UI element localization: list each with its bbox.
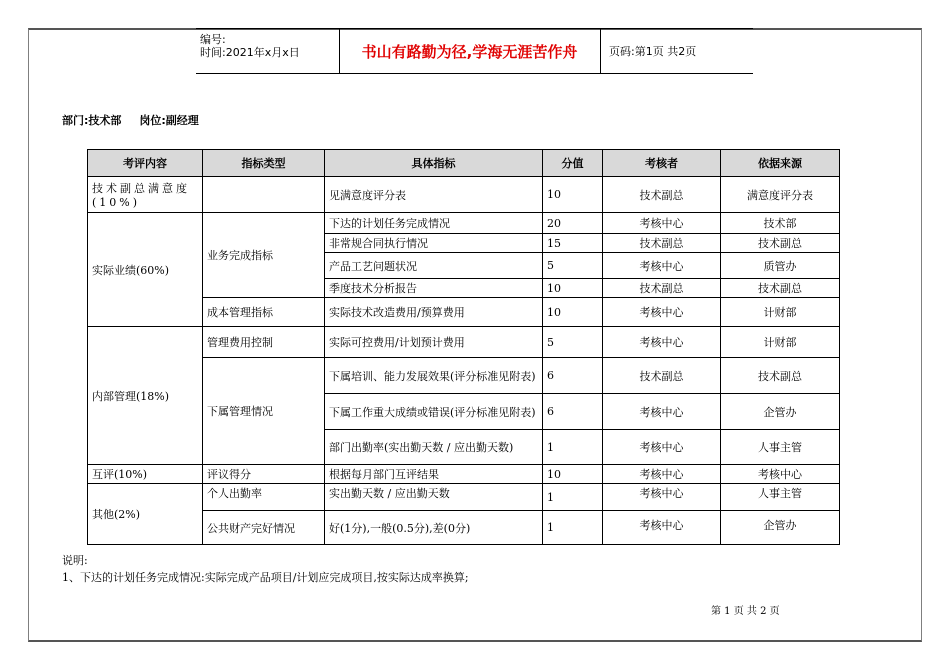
- cell-assessor: 考核中心: [603, 394, 721, 430]
- cell-type: 成本管理指标: [203, 298, 325, 327]
- cell-indicator: 季度技术分析报告: [325, 279, 543, 298]
- cell-category: 内部管理(18%): [88, 327, 203, 465]
- assessment-table: [87, 149, 840, 545]
- header-meta: [196, 29, 340, 73]
- cell-source: 满意度评分表: [721, 177, 840, 213]
- table-row: [88, 465, 840, 484]
- cell-assessor: 考核中心: [603, 327, 721, 358]
- cell-indicator: 下属工作重大成绩或错误(评分标准见附表): [325, 394, 543, 430]
- cell-score: 1: [543, 430, 603, 465]
- cell-assessor: 技术副总: [603, 279, 721, 298]
- cell-indicator: 实际可控费用/计划预计费用: [325, 327, 543, 358]
- cell-source: 技术部: [721, 213, 840, 234]
- cell-indicator: 实际技术改造费用/预算费用: [325, 298, 543, 327]
- cell-indicator: 下达的计划任务完成情况: [325, 213, 543, 234]
- cell-score: 1: [543, 484, 603, 511]
- document-time-label: 时间:2021年x月x日: [200, 46, 300, 59]
- cell-score: 10: [543, 177, 603, 213]
- cell-type: 评议得分: [203, 465, 325, 484]
- cell-assessor: 考核中心: [603, 298, 721, 327]
- cell-score: 5: [543, 253, 603, 279]
- cell-source: 人事主管: [721, 484, 840, 511]
- cell-score: 6: [543, 358, 603, 394]
- cell-source: 技术副总: [721, 279, 840, 298]
- cell-source: 计财部: [721, 327, 840, 358]
- cell-source: 企管办: [721, 394, 840, 430]
- cell-type: 下属管理情况: [203, 358, 325, 465]
- cell-category: 实际业绩(60%): [88, 213, 203, 327]
- cell-category: 技术副总满意度(10%): [88, 177, 203, 213]
- cell-type: 业务完成指标: [203, 213, 325, 298]
- cell-category: 互评(10%): [88, 465, 203, 484]
- header-assessment-content: 考评内容: [88, 150, 203, 177]
- cell-indicator: 根据每月部门互评结果: [325, 465, 543, 484]
- cell-source: 计财部: [721, 298, 840, 327]
- header-assessor: 考核者: [603, 150, 721, 177]
- cell-type: [203, 177, 325, 213]
- cell-score: 5: [543, 327, 603, 358]
- cell-indicator: 见满意度评分表: [325, 177, 543, 213]
- cell-source: 考核中心: [721, 465, 840, 484]
- cell-score: 1: [543, 511, 603, 545]
- cell-score: 20: [543, 213, 603, 234]
- cell-indicator: 好(1分),一般(0.5分),差(0分): [325, 511, 543, 545]
- cell-indicator: 部门出勤率(实出勤天数 / 应出勤天数): [325, 430, 543, 465]
- cell-score: 15: [543, 234, 603, 253]
- department-label: 部门:技术部: [62, 114, 122, 127]
- table-header-row: [88, 150, 840, 177]
- cell-source: 质管办: [721, 253, 840, 279]
- page-header: [196, 28, 753, 74]
- department-position-line: [62, 112, 217, 128]
- cell-indicator: 产品工艺问题状况: [325, 253, 543, 279]
- table-row: [88, 484, 840, 511]
- cell-score: 10: [543, 279, 603, 298]
- notes-line: 1、下达的计划任务完成情况:实际完成产品项目/计划应完成项目,按实际达成率换算;: [62, 571, 469, 584]
- document-number-label: 编号:: [200, 33, 226, 46]
- cell-indicator: 下属培训、能力发展效果(评分标准见附表): [325, 358, 543, 394]
- page-footer: 第 1 页 共 2 页: [711, 606, 780, 617]
- header-source: 依据来源: [721, 150, 840, 177]
- header-specific-indicator: 具体指标: [325, 150, 543, 177]
- header-indicator-type: 指标类型: [203, 150, 325, 177]
- header-slogan: 书山有路勤为径,学海无涯苦作舟: [339, 29, 601, 73]
- cell-source: 人事主管: [721, 430, 840, 465]
- cell-score: 10: [543, 465, 603, 484]
- table-row: [88, 177, 840, 213]
- cell-assessor: 考核中心: [603, 484, 721, 511]
- cell-assessor: 技术副总: [603, 358, 721, 394]
- header-page-code: 页码:第1页 共2页: [609, 45, 697, 58]
- header-score: 分值: [543, 150, 603, 177]
- cell-source: 技术副总: [721, 234, 840, 253]
- cell-score: 10: [543, 298, 603, 327]
- table-row: [88, 213, 840, 234]
- notes-section: [62, 552, 469, 586]
- cell-assessor: 考核中心: [603, 253, 721, 279]
- notes-title: 说明:: [62, 554, 88, 567]
- cell-assessor: 考核中心: [603, 213, 721, 234]
- table-row: [88, 327, 840, 358]
- cell-category: 其他(2%): [88, 484, 203, 545]
- cell-indicator: 实出勤天数 / 应出勤天数: [325, 484, 543, 511]
- cell-score: 6: [543, 394, 603, 430]
- cell-indicator: 非常规合同执行情况: [325, 234, 543, 253]
- cell-assessor: 技术副总: [603, 177, 721, 213]
- cell-assessor: 考核中心: [603, 465, 721, 484]
- cell-source: 技术副总: [721, 358, 840, 394]
- cell-source: 企管办: [721, 511, 840, 545]
- cell-assessor: 考核中心: [603, 511, 721, 545]
- cell-assessor: 考核中心: [603, 430, 721, 465]
- cell-type: 个人出勤率: [203, 484, 325, 511]
- cell-type: 管理费用控制: [203, 327, 325, 358]
- cell-assessor: 技术副总: [603, 234, 721, 253]
- cell-type: 公共财产完好情况: [203, 511, 325, 545]
- position-label: 岗位:副经理: [139, 114, 199, 127]
